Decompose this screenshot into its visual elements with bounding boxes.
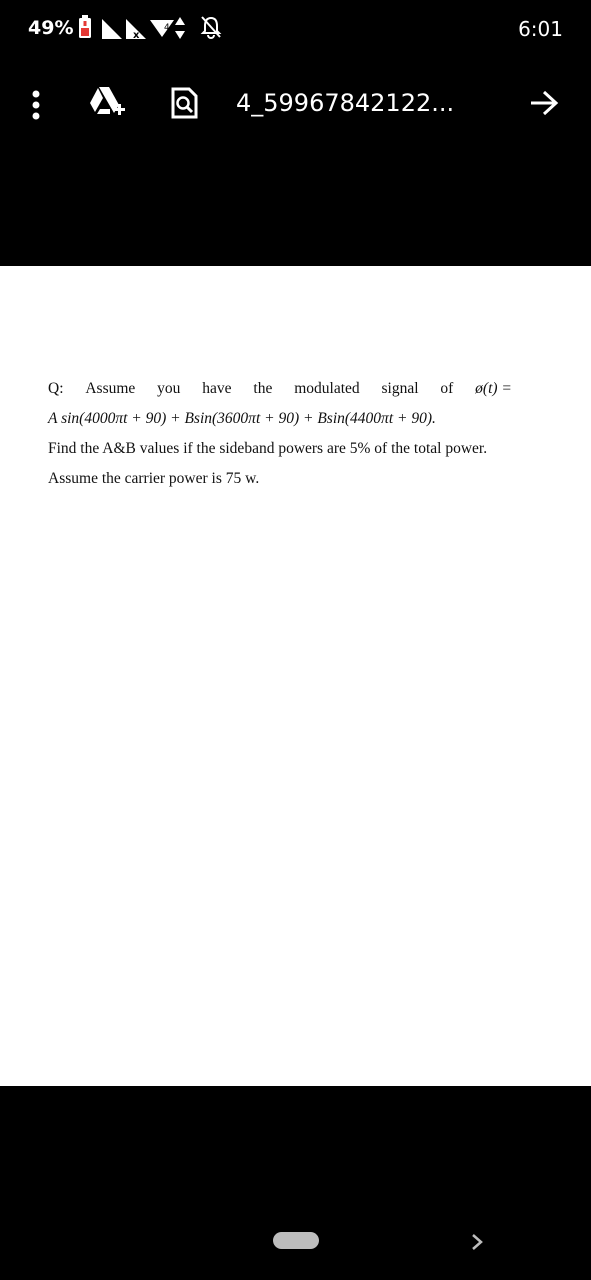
question-line-3: Find the A&B values if the sideband powers are 5% of the total power. [48,440,488,457]
word: Assume [85,380,136,397]
word: modulated [294,380,360,397]
svg-text:4: 4 [164,23,170,33]
battery-percent: 49% [28,17,74,39]
formula-phi: ø(t) = [475,380,512,397]
toolbar [0,60,591,266]
open-arrow-icon[interactable] [528,88,560,123]
chevron-right-icon[interactable] [470,1232,484,1257]
wifi-icon [150,18,174,43]
question-line-4: Assume the carrier power is 75 w. [48,470,260,487]
word: Q: [48,380,64,397]
word: the [253,380,273,397]
navigation-bar [0,1086,591,1280]
signal-no-data-icon [126,19,146,44]
document-page[interactable] [0,266,591,1086]
clock: 6:01 [518,17,563,41]
signal-icon [102,19,122,44]
drive-add-icon[interactable] [88,85,126,124]
battery-low-icon [78,15,92,44]
word: signal [381,380,419,397]
question-line-2: A sin(4000πt + 90) + Bsin(3600πt + 90) + Bsin(4400πt + 90). [48,410,436,427]
bell-off-icon [200,15,222,44]
home-pill-icon[interactable] [273,1232,319,1249]
file-title: 4_59967842122... [236,89,455,117]
word: have [202,380,232,397]
word: you [157,380,181,397]
word: of [440,380,454,397]
question-line-1 [48,376,512,406]
preview-icon[interactable] [170,87,198,124]
svg-text:x: x [133,30,140,39]
question-text [48,376,512,496]
more-vert-icon[interactable] [30,90,42,120]
data-arrows-icon [175,17,185,44]
status-bar [0,0,591,60]
